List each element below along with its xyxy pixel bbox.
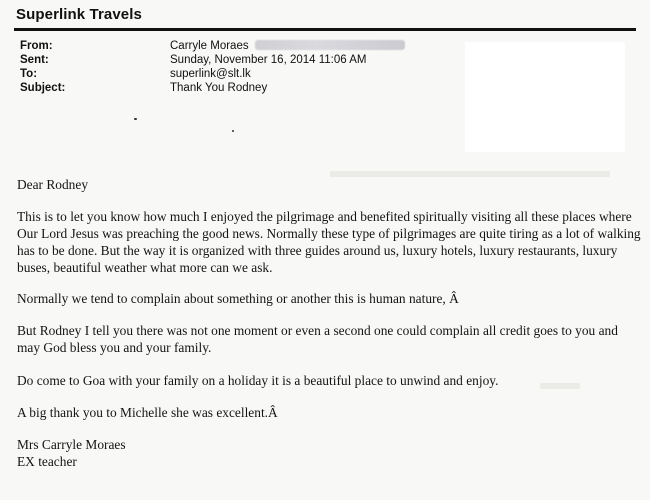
letter-paragraph-5: A big thank you to Michelle she was excellent.Â <box>17 405 278 420</box>
subject-value: Thank You Rodney <box>170 82 268 94</box>
sent-label: Sent: <box>20 54 49 66</box>
redacted-email-block <box>255 40 405 50</box>
signature-title: EX teacher <box>17 454 77 469</box>
letter-greeting: Dear Rodney <box>17 177 89 192</box>
to-label: To: <box>20 68 38 80</box>
bleed-through-mark: ▬▬ <box>540 372 580 394</box>
signature-name: Mrs Carryle Moraes <box>17 437 126 452</box>
sent-value: Sunday, November 16, 2014 11:06 AM <box>170 54 367 66</box>
scan-speck <box>134 118 137 120</box>
subject-label: Subject: <box>20 82 66 94</box>
letter-paragraph-3: But Rodney I tell you there was not one moment or even a second one could complain all credit goes to you and may God bless you and your family. <box>17 323 618 355</box>
whited-out-area <box>465 42 625 152</box>
letter-paragraph-4: Do come to Goa with your family on a holiday it is a beautiful place to unwind and enjoy. <box>17 373 499 388</box>
from-value-wrap <box>170 40 405 52</box>
from-value: Carryle Moraes <box>170 40 249 52</box>
letter-paragraph-2: Normally we tend to complain about something or another this is human nature, Â <box>17 291 459 306</box>
company-name: Superlink Travels <box>16 6 142 23</box>
to-value: superlink@slt.lk <box>170 68 251 80</box>
letter-paragraph-1: This is to let you know how much I enjoyed the pilgrimage and benefited spiritually visiting all these places where Our Lord Jesus was preaching the good news. Normally these type of pilgrimages are quite tiring as a lot of walking has to be done. But the way it is organized with three guides around us, luxury hotels, luxury restaurants, luxury buses, beautiful weather what more can we ask. <box>17 209 641 275</box>
bleed-through-mark: ▬▬▬▬▬▬▬▬▬▬▬▬▬▬ <box>330 160 610 182</box>
from-label: From: <box>20 40 53 52</box>
letterhead-bar <box>14 6 636 31</box>
scan-speck <box>232 130 234 132</box>
